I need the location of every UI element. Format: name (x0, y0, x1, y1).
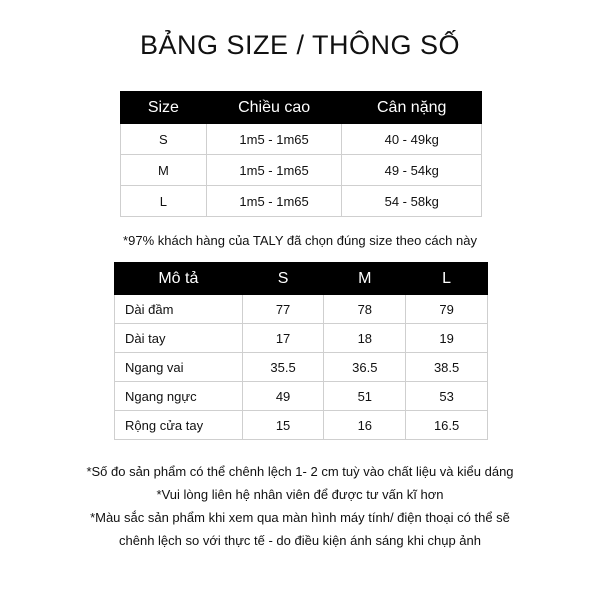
table-cell: 77 (242, 295, 324, 324)
table-cell: 1m5 - 1m65 (206, 186, 342, 217)
table-row (121, 155, 482, 186)
footer-note-tolerance: *Số đo sản phẩm có thể chênh lệch 1- 2 cm tuỳ vào chất liệu và kiểu dáng (86, 464, 514, 479)
table-cell: 54 - 58kg (342, 186, 482, 217)
table-header-row (121, 92, 482, 124)
table-cell: 49 - 54kg (342, 155, 482, 186)
row-label: Dài tay (115, 324, 243, 353)
table-cell: 51 (324, 382, 406, 411)
table-cell: M (121, 155, 207, 186)
table-cell: 1m5 - 1m65 (206, 124, 342, 155)
table-row (115, 324, 488, 353)
table-row (121, 186, 482, 217)
table-row (115, 353, 488, 382)
measurement-table (114, 262, 488, 440)
row-label: Ngang vai (115, 353, 243, 382)
table-cell: 78 (324, 295, 406, 324)
table-cell: S (121, 124, 207, 155)
table-header-row (115, 263, 488, 295)
size-chart-table (120, 91, 482, 217)
column-header-m: M (324, 263, 406, 295)
table-cell: 1m5 - 1m65 (206, 155, 342, 186)
footer-note-color-line2: chênh lệch so với thực tế - do điều kiện ánh sáng khi chụp ảnh (119, 533, 481, 548)
table-cell: 38.5 (406, 353, 488, 382)
table-cell: 19 (406, 324, 488, 353)
table-cell: 15 (242, 411, 324, 440)
footer-note-contact: *Vui lòng liên hệ nhân viên để được tư vấn kĩ hơn (156, 487, 444, 502)
table-cell: 79 (406, 295, 488, 324)
table-row (115, 411, 488, 440)
row-label: Ngang ngực (115, 382, 243, 411)
table-cell: 36.5 (324, 353, 406, 382)
row-label: Rộng cửa tay (115, 411, 243, 440)
column-header-l: L (406, 263, 488, 295)
column-header-s: S (242, 263, 324, 295)
column-header-size: Size (121, 92, 207, 124)
table-row (121, 124, 482, 155)
table-row (115, 295, 488, 324)
table-cell: 18 (324, 324, 406, 353)
table-cell: 16 (324, 411, 406, 440)
footer-notes (0, 460, 600, 552)
table-cell: 17 (242, 324, 324, 353)
row-label: Dài đầm (115, 295, 243, 324)
table-cell: 49 (242, 382, 324, 411)
column-header-description: Mô tả (115, 263, 243, 295)
page-title: BẢNG SIZE / THÔNG SỐ (139, 30, 461, 60)
table-cell: 35.5 (242, 353, 324, 382)
table-cell: 16.5 (406, 411, 488, 440)
table-cell: 40 - 49kg (342, 124, 482, 155)
table-row (115, 382, 488, 411)
column-header-weight: Cân nặng (342, 92, 482, 124)
taly-note: *97% khách hàng của TALY đã chọn đúng size theo cách này (123, 233, 477, 248)
table-cell: 53 (406, 382, 488, 411)
table-cell: L (121, 186, 207, 217)
footer-note-color-line1: *Màu sắc sản phẩm khi xem qua màn hình máy tính/ điện thoại có thể sẽ (90, 510, 510, 525)
column-header-height: Chiều cao (206, 92, 342, 124)
